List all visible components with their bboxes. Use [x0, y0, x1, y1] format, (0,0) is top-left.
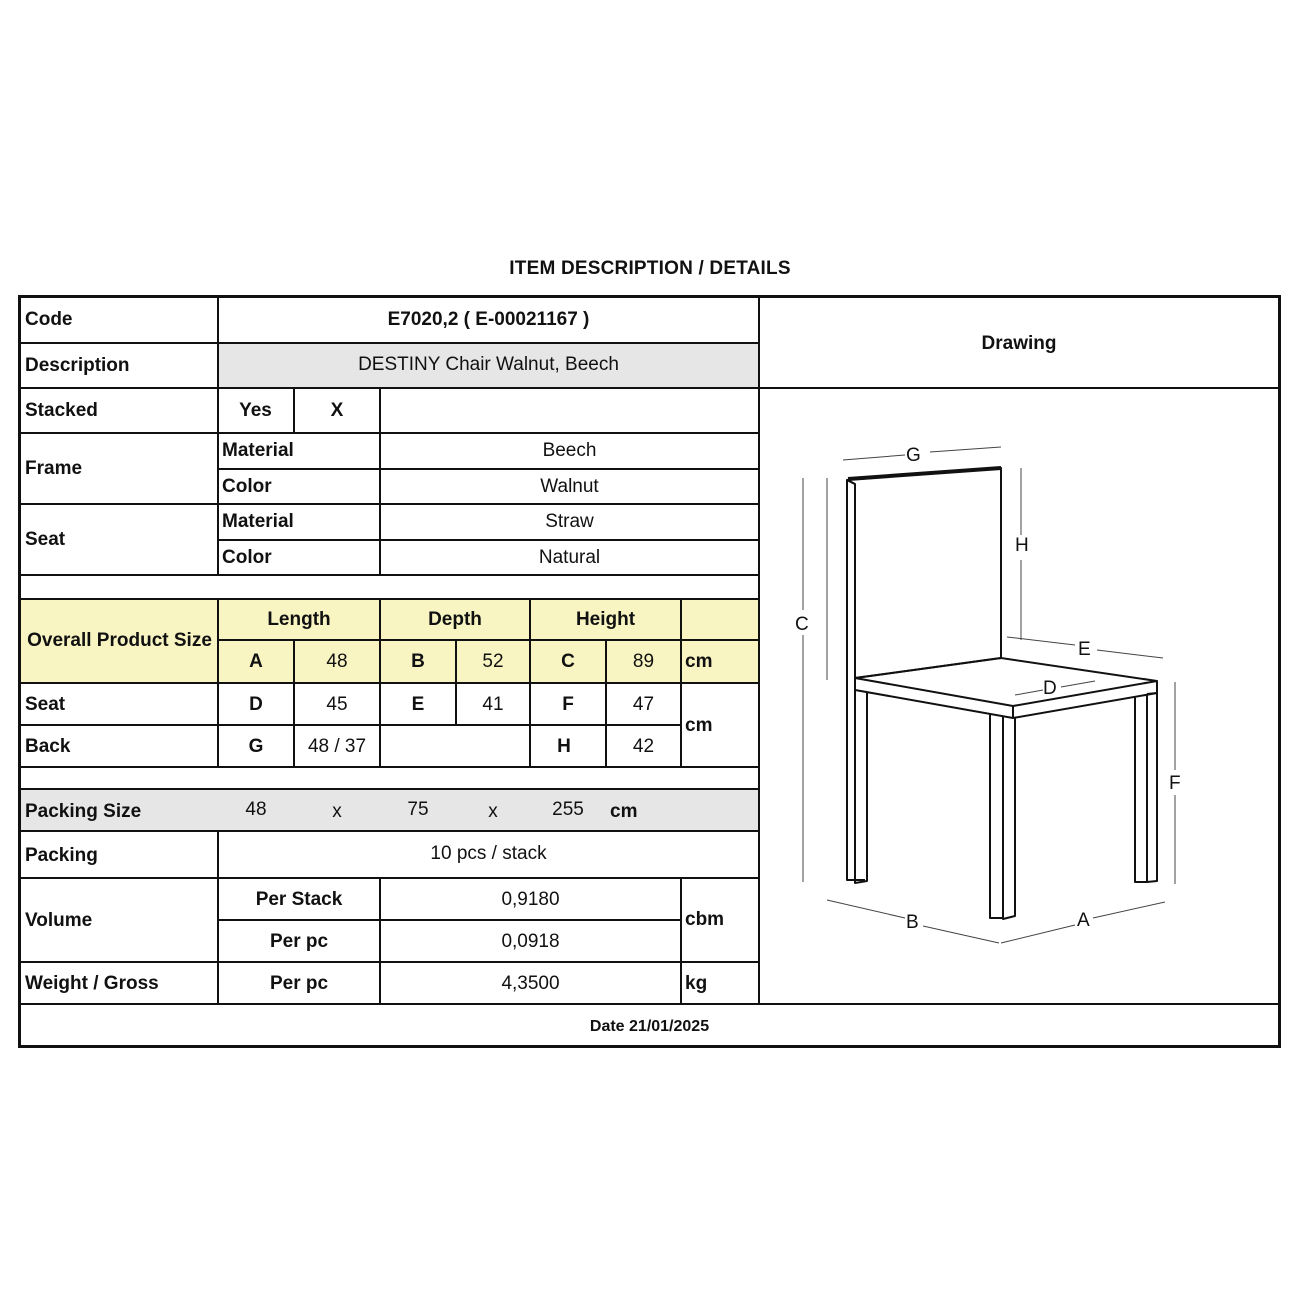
dim-f-value: 47	[632, 693, 655, 715]
dim-a-label: A	[249, 651, 263, 672]
packing-value: 10 pcs / stack	[430, 843, 547, 864]
dim-c-label: C	[561, 651, 575, 672]
drawing-label-b: B	[906, 912, 919, 933]
stacked-yes: Yes	[239, 400, 272, 421]
packing-size-height: 255	[552, 799, 584, 820]
back-dims-label: Back	[25, 735, 71, 757]
dim-d-value: 45	[326, 693, 348, 715]
description-value: DESTINY Chair Walnut, Beech	[358, 354, 619, 375]
weight-label: Weight / Gross	[25, 972, 159, 994]
frame-material-value: Beech	[542, 439, 597, 461]
seat-spec-label: Seat	[25, 529, 66, 550]
frame-material-label: Material	[222, 439, 294, 461]
seat-material-value: Straw	[545, 510, 594, 532]
drawing-header: Drawing	[981, 333, 1057, 354]
drawing-label-c: C	[795, 614, 809, 635]
dim-g-label: G	[248, 735, 264, 757]
volume-label: Volume	[25, 910, 93, 931]
dim-e-value: 41	[482, 693, 504, 715]
length-header: Length	[267, 608, 331, 630]
page-title: ITEM DESCRIPTION / DETAILS	[509, 258, 791, 279]
date: Date 21/01/2025	[589, 1017, 710, 1035]
seat-material-label: Material	[222, 510, 294, 532]
size-unit: cm	[685, 651, 713, 672]
description-label: Description	[25, 355, 130, 376]
volume-unit: cbm	[685, 909, 725, 930]
height-header: Height	[575, 608, 636, 630]
code-value: E7020,2 ( E-00021167 )	[387, 309, 590, 330]
volume-per-stack-value: 0,9180	[501, 888, 560, 910]
chair-drawing	[785, 440, 1185, 960]
weight-value: 4,3500	[501, 972, 560, 994]
overall-size-label: Overall Product Size	[27, 629, 212, 651]
code-label: Code	[25, 309, 73, 330]
dims-unit: cm	[685, 714, 713, 736]
packing-size-unit: cm	[610, 801, 638, 822]
depth-header: Depth	[428, 608, 482, 630]
chair-outline	[847, 468, 1157, 919]
volume-per-pc-value: 0,0918	[501, 930, 560, 952]
packing-size-label: Packing Size	[25, 801, 142, 822]
dim-h-label: H	[557, 735, 571, 757]
seat-dims-label: Seat	[25, 693, 66, 715]
stacked-mark: X	[330, 400, 344, 421]
frame-color-value: Walnut	[540, 475, 599, 497]
dim-g-value: 48 / 37	[307, 735, 367, 757]
volume-per-stack-label: Per Stack	[255, 888, 343, 910]
dim-e-label: E	[411, 693, 425, 715]
packing-size-sep-1: x	[332, 801, 342, 822]
weight-unit: kg	[685, 972, 708, 994]
drawing-label-a: A	[1077, 910, 1090, 931]
frame-color-label: Color	[222, 475, 272, 497]
weight-per-pc-label: Per pc	[269, 972, 329, 994]
dim-f-label: F	[562, 693, 574, 715]
seat-color-value: Natural	[538, 546, 601, 568]
seat-color-label: Color	[222, 546, 272, 568]
packing-size-width: 48	[245, 799, 267, 820]
drawing-label-e: E	[1078, 639, 1091, 660]
drawing-label-f: F	[1169, 773, 1181, 794]
packing-label: Packing	[25, 845, 98, 866]
dim-a-value: 48	[326, 651, 348, 672]
packing-size-depth: 75	[407, 799, 429, 820]
drawing-label-h: H	[1015, 535, 1029, 556]
volume-per-pc-label: Per pc	[269, 930, 329, 952]
dim-b-value: 52	[482, 651, 504, 672]
dim-b-label: B	[411, 651, 425, 672]
drawing-label-d: D	[1043, 678, 1057, 699]
frame-label: Frame	[25, 458, 83, 479]
packing-size-sep-2: x	[488, 801, 498, 822]
dim-h-value: 42	[632, 735, 655, 757]
stacked-label: Stacked	[25, 400, 98, 421]
dim-c-value: 89	[632, 651, 655, 672]
dim-d-label: D	[249, 693, 263, 715]
drawing-label-g: G	[906, 445, 921, 466]
